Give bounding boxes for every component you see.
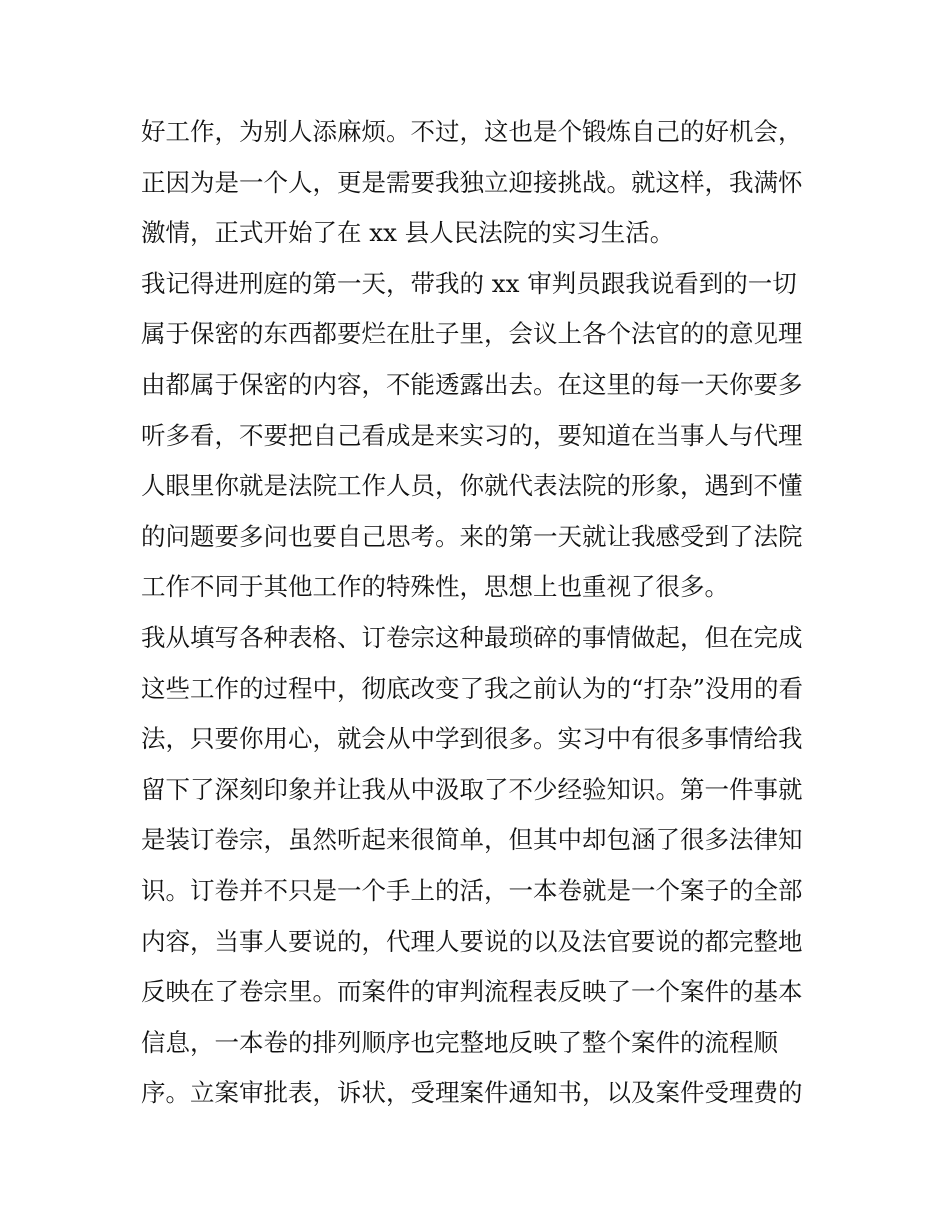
paragraph-3 <box>141 613 813 1119</box>
text-line: 我从填写各种表格、订卷宗这种最琐碎的事情做起，但在完成 <box>141 622 803 652</box>
text-line: 识。订卷并不只是一个手上的活，一本卷就是一个案子的全部 <box>141 875 803 905</box>
text-line: 法，只要你用心，就会从中学到很多。实习中有很多事情给我 <box>141 724 803 754</box>
text-line: 好工作，为别人添麻烦。不过，这也是个锻炼自己的好机会， <box>141 117 803 146</box>
text-line: 这些工作的过程中，彻底改变了我之前认为的“打杂”没用的看 <box>141 673 804 703</box>
text-line: 内容，当事人要说的，代理人要说的以及法官要说的都完整地 <box>141 926 803 956</box>
paragraph-2 <box>141 259 813 613</box>
text-line: 序。立案审批表，诉状，受理案件通知书，以及案件受理费的 <box>141 1078 803 1108</box>
text-line: 我记得进刑庭的第一天，带我的 xx 审判员跟我说看到的一切 <box>141 268 797 298</box>
text-line: 反映在了卷宗里。而案件的审判流程表反映了一个案件的基本 <box>141 977 803 1007</box>
text-line: 的问题要多问也要自己思考。来的第一天就让我感受到了法院 <box>141 521 803 551</box>
text-line: 工作不同于其他工作的特殊性，思想上也重视了很多。 <box>141 572 729 602</box>
text-line: 激情，正式开始了在 xx 县人民法院的实习生活。 <box>141 218 675 248</box>
text-line: 属于保密的东西都要烂在肚子里，会议上各个法官的的意见理 <box>141 319 803 349</box>
text-line: 留下了深刻印象并让我从中汲取了不少经验知识。第一件事就 <box>141 774 803 804</box>
text-line: 是装订卷宗，虽然听起来很简单，但其中却包涵了很多法律知 <box>141 825 803 855</box>
text-line: 听多看，不要把自己看成是来实习的，要知道在当事人与代理 <box>141 420 803 450</box>
text-line: 人眼里你就是法院工作人员，你就代表法院的形象，遇到不懂 <box>141 471 803 501</box>
text-line: 正因为是一个人，更是需要我独立迎接挑战。就这样，我满怀 <box>141 167 803 197</box>
document-body <box>141 107 813 1119</box>
text-line: 由都属于保密的内容，不能透露出去。在这里的每一天你要多 <box>141 369 803 399</box>
paragraph-1 <box>141 107 813 259</box>
text-line: 信息，一本卷的排列顺序也完整地反映了整个案件的流程顺 <box>141 1027 778 1057</box>
